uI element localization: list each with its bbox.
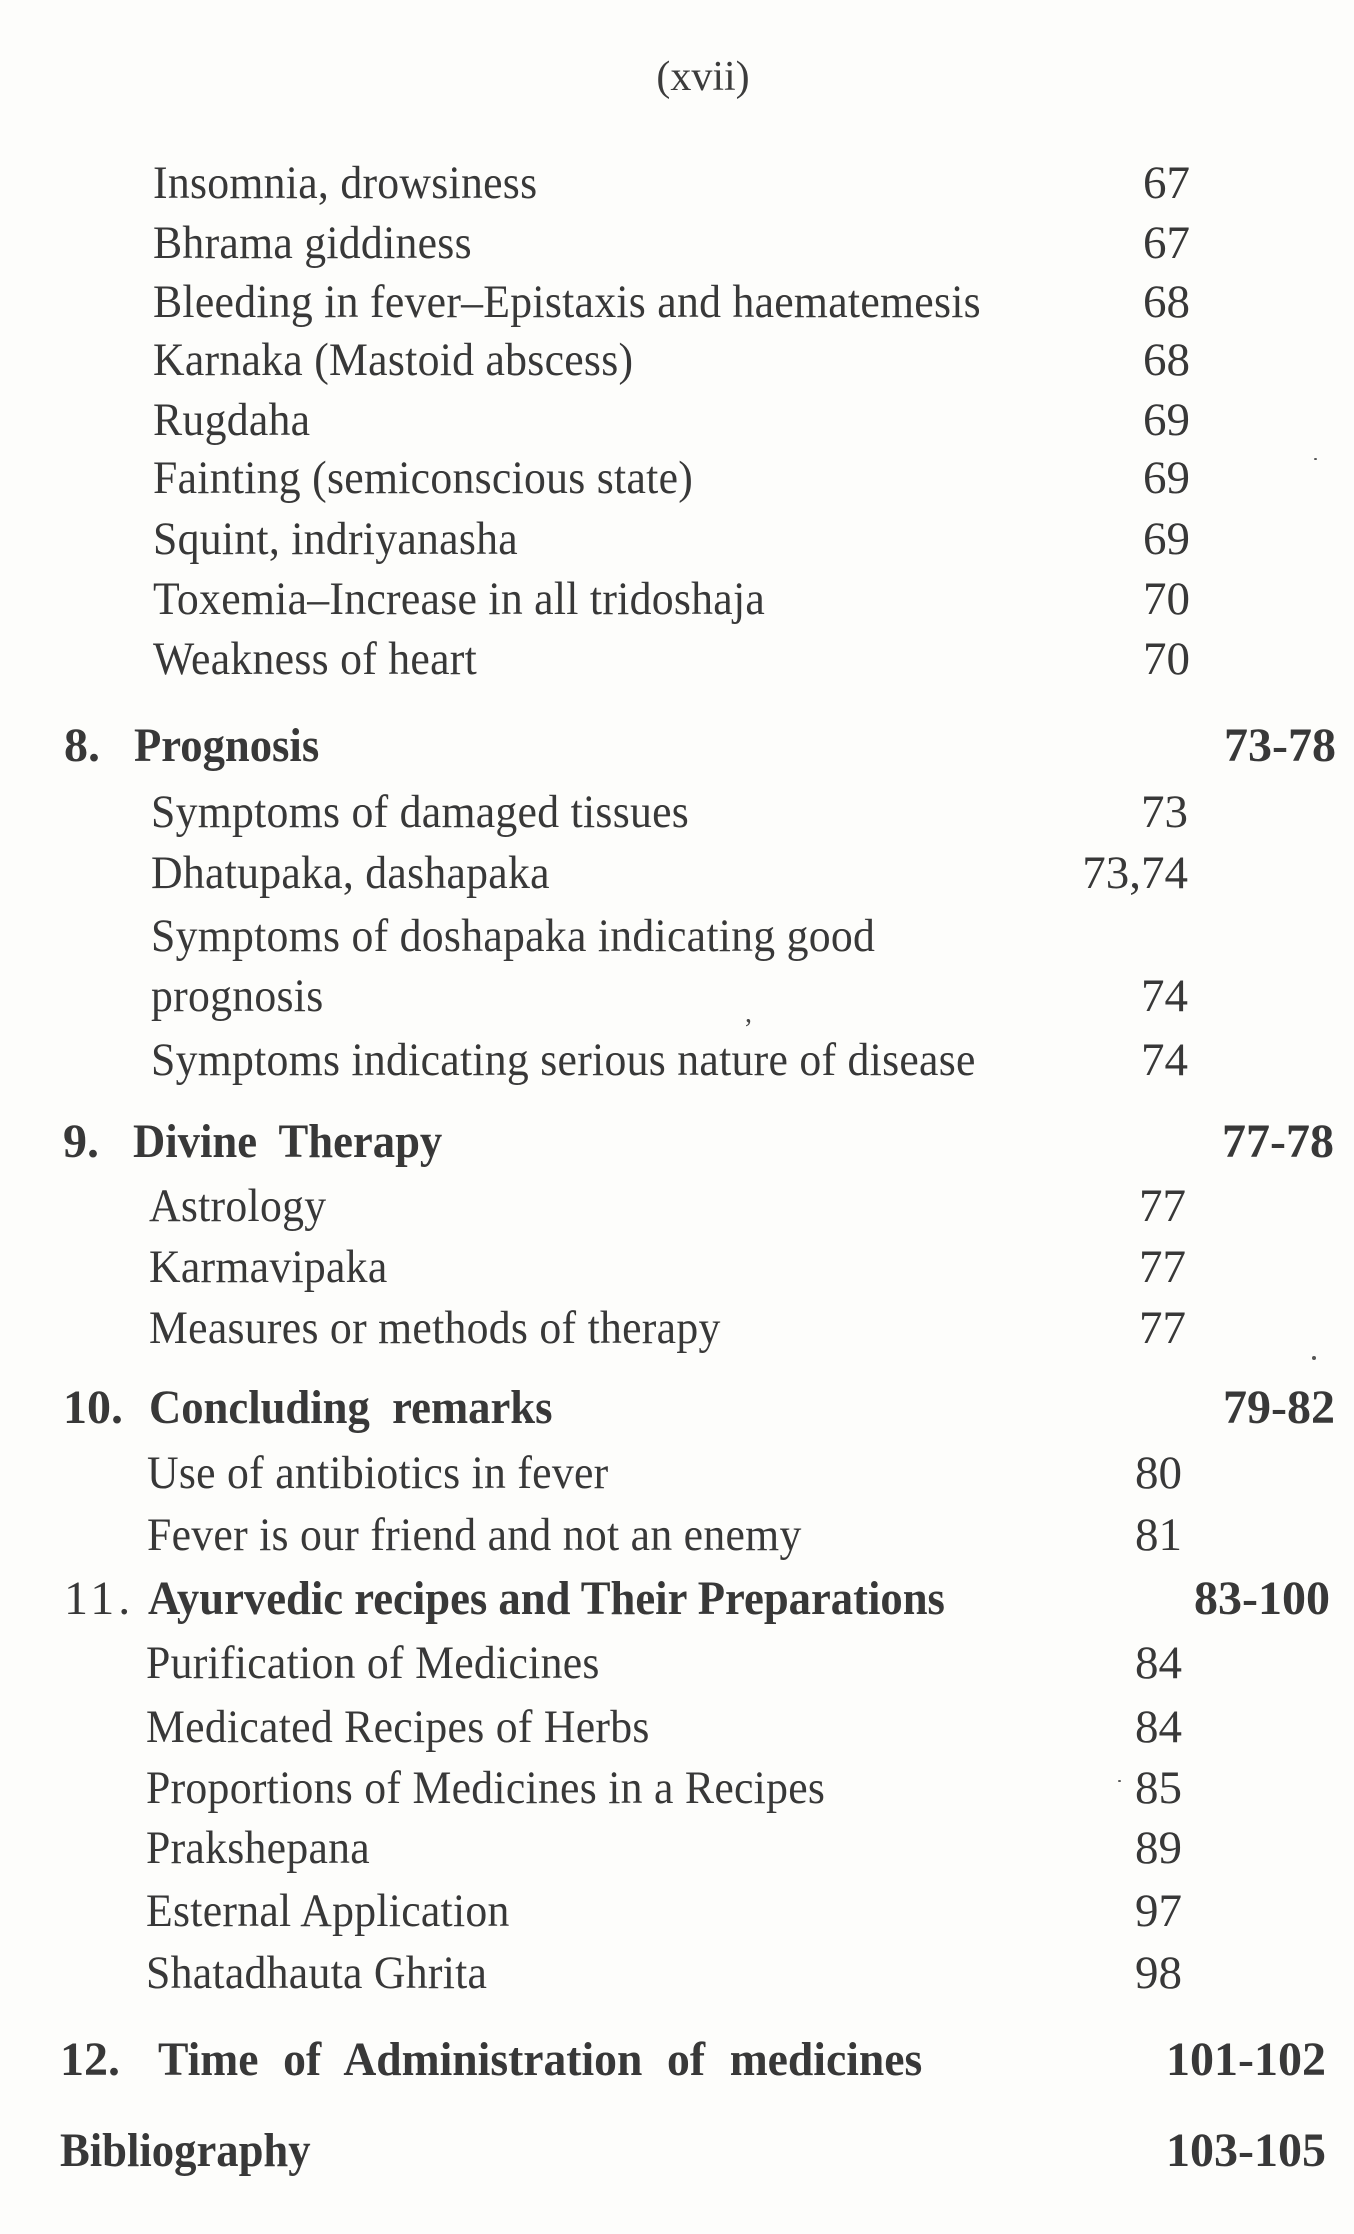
entry-page: 67 xyxy=(1143,217,1190,269)
chapter-title: Concluding remarks xyxy=(149,1381,553,1434)
chapter-number: 8. xyxy=(64,719,100,772)
entry-page: 77 xyxy=(1139,1302,1186,1354)
entry-page: 73 xyxy=(1141,786,1188,838)
toc-entry xyxy=(0,509,1354,569)
entry-title: Squint, indriyanasha xyxy=(153,513,518,565)
entry-title: Rugdaha xyxy=(153,394,311,446)
chapter-title: Divine Therapy xyxy=(133,1115,443,1168)
chapter-number: 9. xyxy=(63,1115,99,1168)
scan-speck xyxy=(1312,1356,1316,1360)
toc-entry xyxy=(0,1176,1354,1236)
entry-page: 81 xyxy=(1135,1509,1182,1561)
entry-page: 97 xyxy=(1135,1885,1182,1937)
toc-entry xyxy=(0,1237,1354,1297)
toc-entry xyxy=(0,1943,1354,2003)
entry-page: 68 xyxy=(1143,334,1190,386)
chapter-number: 10. xyxy=(63,1381,123,1434)
entry-title: Symptoms indicating serious nature of disease xyxy=(151,1034,976,1086)
chapter-title: Time of Administration of medicines xyxy=(158,2033,923,2086)
toc-entry xyxy=(0,330,1354,390)
entry-page: 73,74 xyxy=(1082,847,1188,899)
entry-title: Esternal Application xyxy=(146,1885,510,1937)
entry-title: Dhatupaka, dashapaka xyxy=(151,847,550,899)
entry-title: Toxemia–Increase in all tridoshaja xyxy=(153,573,766,625)
toc-entry xyxy=(0,569,1354,629)
chapter-heading-prognosis xyxy=(0,716,1354,776)
entry-title: Fainting (semiconscious state) xyxy=(153,452,694,504)
entry-page: 89 xyxy=(1135,1822,1182,1874)
toc-entry xyxy=(0,1881,1354,1941)
entry-title: Fever is our friend and not an enemy xyxy=(147,1509,802,1561)
bibliography-title: Bibliography xyxy=(60,2124,311,2177)
entry-title: Prakshepana xyxy=(146,1822,370,1874)
bibliography-heading xyxy=(0,2121,1354,2181)
entry-page: 74 xyxy=(1141,970,1188,1022)
entry-page: 68 xyxy=(1143,276,1190,328)
toc-entry xyxy=(0,1443,1354,1503)
toc-entry xyxy=(0,1633,1354,1693)
entry-page: 70 xyxy=(1143,633,1190,685)
chapter-pages: 79-82 xyxy=(1223,1381,1335,1434)
toc-entry xyxy=(0,1697,1354,1757)
entry-page: 69 xyxy=(1143,513,1190,565)
entry-title: Bleeding in fever–Epistaxis and haematemesis xyxy=(153,276,981,328)
chapter-number: 11. xyxy=(64,1572,135,1625)
chapter-heading-divine-therapy xyxy=(0,1112,1354,1172)
page-number: (xvii) xyxy=(656,54,750,100)
toc-entry xyxy=(0,966,1354,1026)
toc-entry xyxy=(0,782,1354,842)
toc-entry xyxy=(0,448,1354,508)
entry-page: 84 xyxy=(1135,1637,1182,1689)
entry-title: Measures or methods of therapy xyxy=(149,1302,721,1354)
entry-title: Astrology xyxy=(149,1180,327,1232)
entry-page: 77 xyxy=(1139,1180,1186,1232)
toc-entry xyxy=(0,843,1354,903)
entry-page: 69 xyxy=(1143,452,1190,504)
toc-entry xyxy=(0,906,1354,966)
entry-page: 74 xyxy=(1141,1034,1188,1086)
entry-title: Purification of Medicines xyxy=(146,1637,600,1689)
entry-title: Use of antibiotics in fever xyxy=(147,1447,609,1499)
chapter-pages: 83-100 xyxy=(1194,1572,1330,1625)
toc-entry xyxy=(0,153,1354,213)
scan-speck xyxy=(1118,1780,1121,1782)
toc-entry xyxy=(0,272,1354,332)
entry-title: Symptoms of damaged tissues xyxy=(151,786,690,838)
bibliography-pages: 103-105 xyxy=(1166,2124,1326,2177)
entry-page: 80 xyxy=(1135,1447,1182,1499)
entry-page: 70 xyxy=(1143,573,1190,625)
entry-page: 77 xyxy=(1139,1241,1186,1293)
chapter-pages: 73-78 xyxy=(1224,719,1336,772)
chapter-number: 12. xyxy=(60,2033,120,2086)
entry-title: Shatadhauta Ghrita xyxy=(146,1947,488,1999)
chapter-title: Prognosis xyxy=(134,719,320,772)
entry-title: Proportions of Medicines in a Recipes xyxy=(146,1762,826,1814)
entry-page: 67 xyxy=(1143,157,1190,209)
chapter-pages: 101-102 xyxy=(1166,2033,1326,2086)
entry-title: Bhrama giddiness xyxy=(153,217,472,269)
entry-title: Weakness of heart xyxy=(153,633,478,685)
toc-entry xyxy=(0,1818,1354,1878)
entry-title: Insomnia, drowsiness xyxy=(153,157,538,209)
entry-page: 85 xyxy=(1135,1762,1182,1814)
toc-entry xyxy=(0,629,1354,689)
toc-entry xyxy=(0,213,1354,273)
entry-title: Symptoms of doshapaka indicating good xyxy=(151,910,876,962)
scan-mark: , xyxy=(745,998,752,1029)
chapter-pages: 77-78 xyxy=(1222,1115,1334,1168)
toc-entry xyxy=(0,1758,1354,1818)
toc-entry xyxy=(0,1298,1354,1358)
chapter-heading-concluding-remarks xyxy=(0,1378,1354,1438)
toc-entry xyxy=(0,1505,1354,1565)
chapter-heading-time-of-administration xyxy=(0,2030,1354,2090)
entry-page: 84 xyxy=(1135,1701,1182,1753)
scan-speck xyxy=(1314,458,1317,460)
chapter-heading-ayurvedic-recipes xyxy=(0,1569,1354,1629)
entry-page: 98 xyxy=(1135,1947,1182,1999)
entry-title: prognosis xyxy=(151,970,324,1022)
toc-entry xyxy=(0,1030,1354,1090)
entry-title: Karnaka (Mastoid abscess) xyxy=(153,334,634,386)
entry-page: 69 xyxy=(1143,394,1190,446)
chapter-title: Ayurvedic recipes and Their Preparations xyxy=(148,1572,945,1625)
entry-title: Karmavipaka xyxy=(149,1241,388,1293)
toc-entry xyxy=(0,390,1354,450)
entry-title: Medicated Recipes of Herbs xyxy=(146,1701,650,1753)
